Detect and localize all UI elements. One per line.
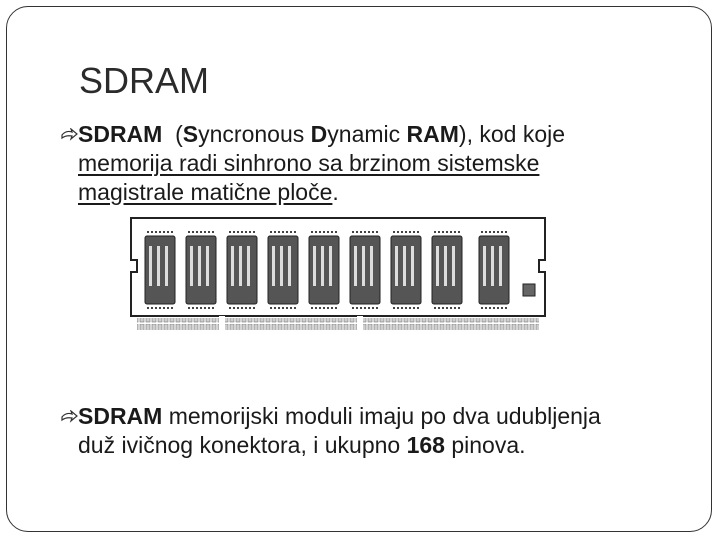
- sdram-module-image: [127, 212, 549, 332]
- bullet-2-line-1: [62, 402, 601, 431]
- acronym-sdram-2: SDRAM: [78, 403, 163, 429]
- acronym-sdram: SDRAM: [78, 121, 163, 147]
- acronym-ram: RAM: [406, 121, 459, 147]
- bullet-arrow-icon: [60, 410, 78, 424]
- pin-count: 168: [406, 432, 445, 458]
- text-kod-koje: ), kod koje: [458, 121, 566, 147]
- letter-d: D: [310, 121, 328, 147]
- text-memorijski-moduli: memorijski moduli imaju po dva udubljenja: [162, 403, 601, 429]
- slide-title: SDRAM: [79, 60, 210, 101]
- text-duz-ivicnog: duž ivičnog konektora, i ukupno: [78, 432, 407, 458]
- bullet-2: [62, 402, 601, 460]
- text-ynamic: ynamic: [327, 121, 407, 147]
- text-yncronous: yncronous: [198, 121, 311, 147]
- text-open-paren: (: [162, 121, 183, 147]
- letter-s: S: [182, 121, 199, 147]
- bullet-1-line-1: [62, 120, 565, 149]
- bullet-1-line-2: memorija radi sinhrono sa brzinom sistemske: [78, 150, 540, 176]
- text-magistrale: magistrale matične ploče: [78, 179, 333, 205]
- bullet-2-line-2: [62, 431, 601, 460]
- bullet-arrow-icon: [60, 128, 78, 142]
- bullet-1-line-3: [62, 178, 565, 207]
- text-period: .: [332, 179, 339, 205]
- bullet-1: [62, 120, 565, 207]
- text-pinova: pinova.: [444, 432, 526, 458]
